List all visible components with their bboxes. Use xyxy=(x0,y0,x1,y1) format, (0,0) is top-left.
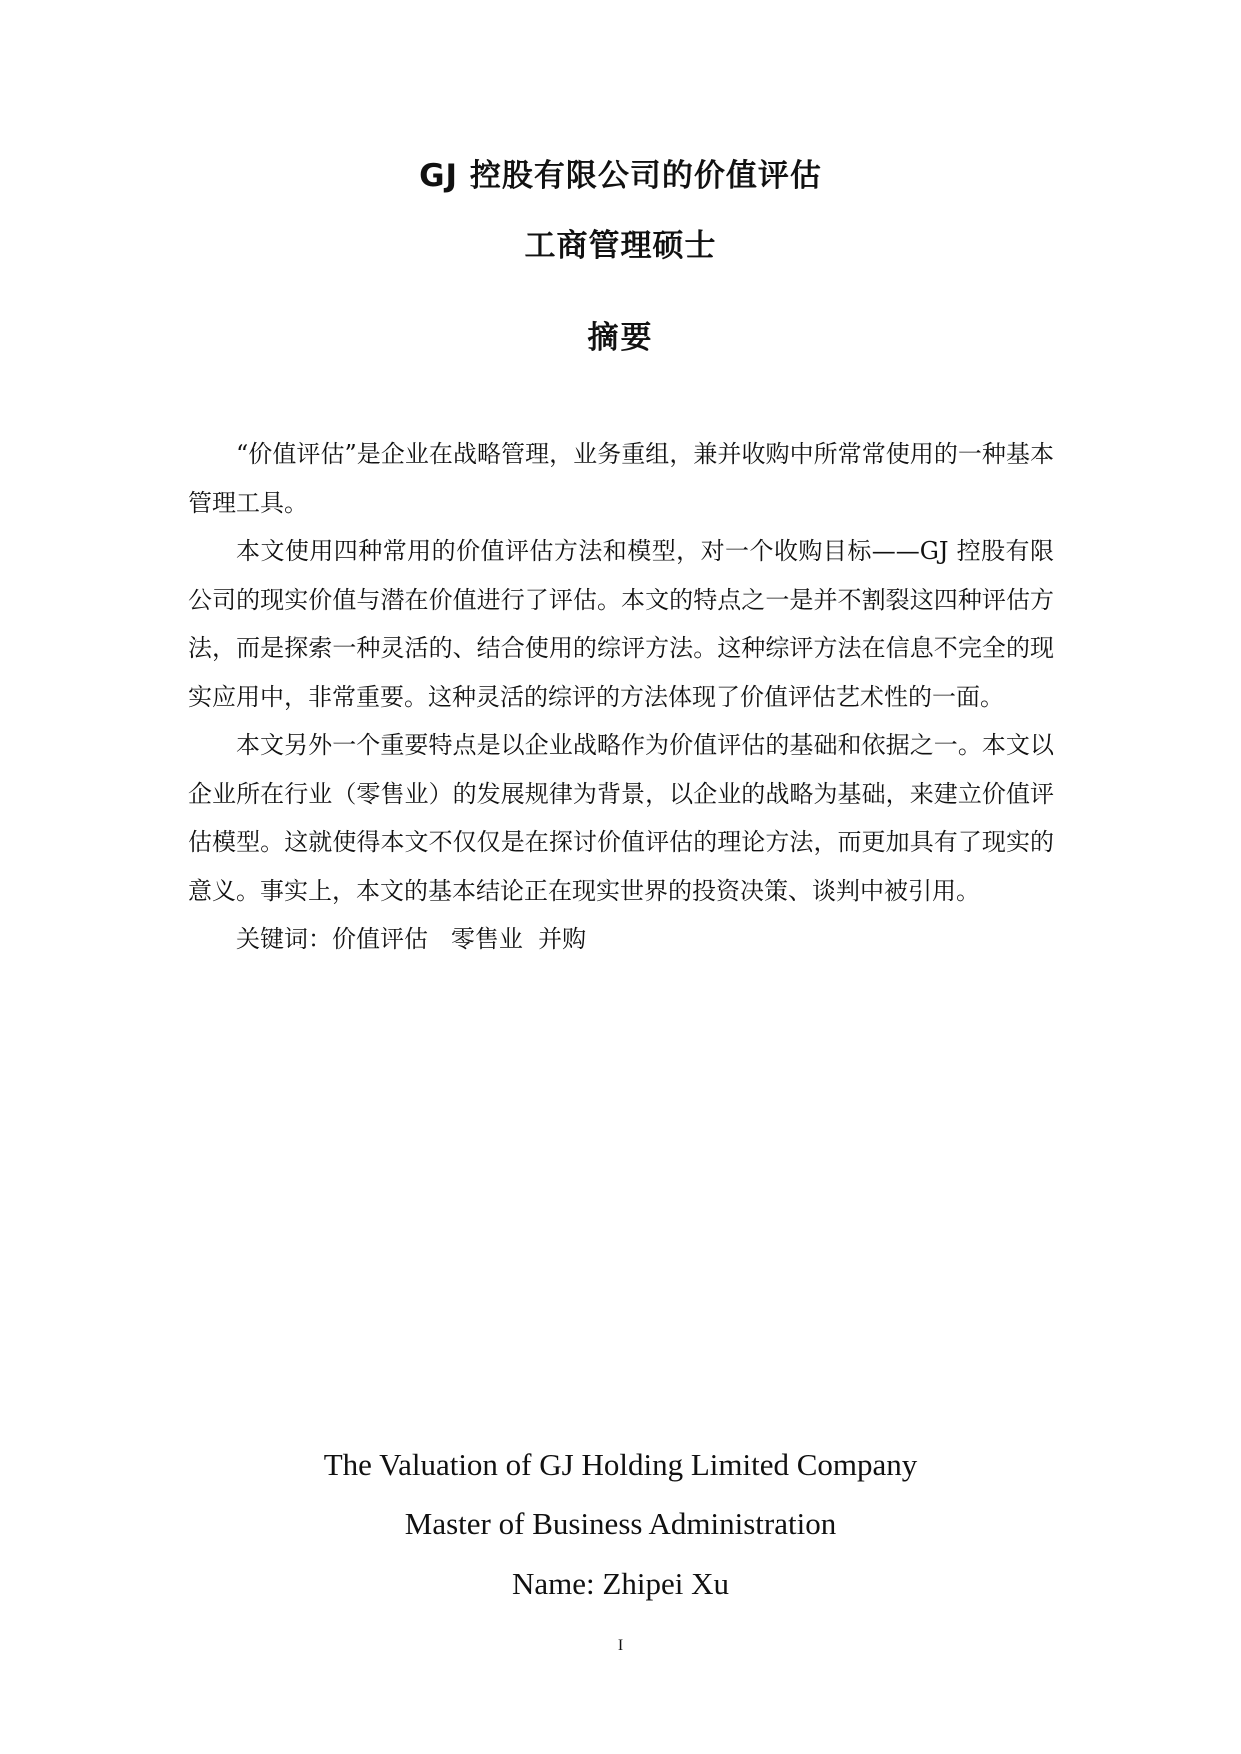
thesis-title-en: The Valuation of GJ Holding Limited Company xyxy=(323,1447,918,1482)
page-number: I xyxy=(617,1637,624,1654)
author-name: Name: Zhipei Xu xyxy=(512,1566,729,1601)
abstract-paragraph-1: “价值评估”是企业在战略管理，业务重组，兼并收购中所常常使用的一种基本管理工具。 xyxy=(188,440,1054,517)
abstract-paragraph-2: 本文使用四种常用的价值评估方法和模型，对一个收购目标——GJ 控股有限公司的现实价值与潜在价值进行了评估。本文的特点之一是并不割裂这四种评估方法，而是探索一种灵活的、结合使用的综评方法。这种综评方法在信息不完全的现实应用中，非常重要。这种灵活的综评的方法体现了价值评估艺术性的一面。 xyxy=(188,537,1054,711)
keywords-line: 关键词：价值评估 零售业 并购 xyxy=(236,925,587,953)
abstract-paragraph-3: 本文另外一个重要特点是以企业战略作为价值评估的基础和依据之一。本文以企业所在行业（零售业）的发展规律为背景，以企业的战略为基础，来建立价值评估模型。这就使得本文不仅仅是在探讨价值评估的理论方法，而更加具有了现实的意义。事实上，本文的基本结论正在现实世界的投资决策、谈判中被引用。 xyxy=(188,731,1054,905)
thesis-title-cn: GJ 控股有限公司的价值评估 xyxy=(419,158,822,194)
degree-title-en: Master of Business Administration xyxy=(404,1506,837,1541)
degree-title-cn: 工商管理硕士 xyxy=(524,228,717,264)
abstract-body xyxy=(188,430,1054,964)
abstract-heading: 摘要 xyxy=(587,320,654,356)
